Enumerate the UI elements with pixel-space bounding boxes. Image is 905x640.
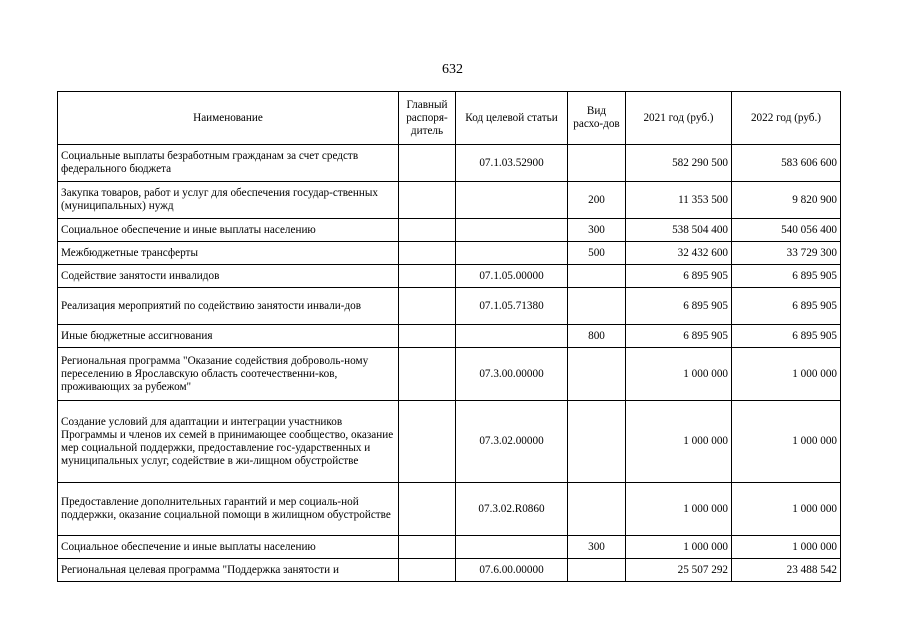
row-chief-manager: [399, 325, 456, 348]
table-row: [58, 145, 841, 182]
table-row: [58, 559, 841, 582]
row-amount-2021: 582 290 500: [626, 145, 732, 182]
row-target-code: 07.1.03.52900: [456, 145, 568, 182]
row-name: Иные бюджетные ассигнования: [58, 325, 399, 348]
table-row: [58, 288, 841, 325]
row-amount-2022: 33 729 300: [732, 242, 841, 265]
row-chief-manager: [399, 219, 456, 242]
row-amount-2022: 1 000 000: [732, 348, 841, 401]
row-amount-2021: 538 504 400: [626, 219, 732, 242]
row-name: Социальное обеспечение и иные выплаты населению: [58, 219, 399, 242]
row-amount-2021: 1 000 000: [626, 401, 732, 483]
table-body: [58, 145, 841, 582]
row-target-code: [456, 219, 568, 242]
row-name: Региональная целевая программа "Поддержка занятости и: [58, 559, 399, 582]
row-amount-2022: 1 000 000: [732, 536, 841, 559]
row-expense-type: [568, 348, 626, 401]
row-chief-manager: [399, 145, 456, 182]
row-expense-type: [568, 145, 626, 182]
row-expense-type: 500: [568, 242, 626, 265]
table-row: [58, 242, 841, 265]
row-amount-2022: 23 488 542: [732, 559, 841, 582]
row-amount-2021: 6 895 905: [626, 325, 732, 348]
table-header: [58, 92, 841, 145]
row-target-code: [456, 536, 568, 559]
header-year-2021: 2021 год (руб.): [626, 92, 732, 145]
row-chief-manager: [399, 401, 456, 483]
row-target-code: 07.3.00.00000: [456, 348, 568, 401]
row-name: Социальное обеспечение и иные выплаты населению: [58, 536, 399, 559]
table-row: [58, 219, 841, 242]
table-row: [58, 182, 841, 219]
row-amount-2021: 1 000 000: [626, 348, 732, 401]
row-expense-type: 300: [568, 219, 626, 242]
row-target-code: [456, 182, 568, 219]
row-amount-2021: 25 507 292: [626, 559, 732, 582]
header-row: [58, 92, 841, 145]
row-expense-type: [568, 559, 626, 582]
row-chief-manager: [399, 242, 456, 265]
row-target-code: 07.3.02.00000: [456, 401, 568, 483]
row-chief-manager: [399, 288, 456, 325]
row-amount-2022: 6 895 905: [732, 325, 841, 348]
row-target-code: [456, 325, 568, 348]
row-name: Региональная программа "Оказание содействия доброволь-ному переселению в Ярославскую область соотечественни-ков, проживающих за рубежом": [58, 348, 399, 401]
row-chief-manager: [399, 265, 456, 288]
row-target-code: 07.3.02.R0860: [456, 483, 568, 536]
table-row: [58, 401, 841, 483]
row-amount-2022: 540 056 400: [732, 219, 841, 242]
page-number: 632: [442, 62, 463, 77]
row-target-code: 07.1.05.00000: [456, 265, 568, 288]
table-row: [58, 348, 841, 401]
row-amount-2021: 6 895 905: [626, 265, 732, 288]
row-amount-2021: 1 000 000: [626, 536, 732, 559]
row-expense-type: [568, 265, 626, 288]
table-row: [58, 483, 841, 536]
row-amount-2022: 6 895 905: [732, 265, 841, 288]
row-expense-type: [568, 483, 626, 536]
header-year-2022: 2022 год (руб.): [732, 92, 841, 145]
table-row: [58, 325, 841, 348]
row-expense-type: 800: [568, 325, 626, 348]
row-amount-2021: 1 000 000: [626, 483, 732, 536]
row-name: Реализация мероприятий по содействию занятости инвали-дов: [58, 288, 399, 325]
row-chief-manager: [399, 182, 456, 219]
table-row: [58, 536, 841, 559]
row-amount-2022: 9 820 900: [732, 182, 841, 219]
header-expense-type: Вид расхо-дов: [568, 92, 626, 145]
row-expense-type: [568, 288, 626, 325]
row-amount-2022: 6 895 905: [732, 288, 841, 325]
row-name: Закупка товаров, работ и услуг для обеспечения государ-ственных (муниципальных) нужд: [58, 182, 399, 219]
table-row: [58, 265, 841, 288]
row-name: Создание условий для адаптации и интеграции участников Программы и членов их семей в принимающее сообщество, оказание мер социальной поддержки, предоставление гос-ударственных и муниципальных услуг, содействие в жи-лищном обустройстве: [58, 401, 399, 483]
row-expense-type: 300: [568, 536, 626, 559]
row-chief-manager: [399, 483, 456, 536]
row-target-code: 07.1.05.71380: [456, 288, 568, 325]
header-target-code: Код целевой статьи: [456, 92, 568, 145]
row-name: Межбюджетные трансферты: [58, 242, 399, 265]
row-amount-2021: 11 353 500: [626, 182, 732, 219]
header-chief-manager: Главный распоря-дитель: [399, 92, 456, 145]
row-name: Социальные выплаты безработным гражданам за счет средств федерального бюджета: [58, 145, 399, 182]
row-chief-manager: [399, 348, 456, 401]
row-expense-type: 200: [568, 182, 626, 219]
row-name: Предоставление дополнительных гарантий и мер социаль-ной поддержки, оказание социальной помощи в жилищном обустройстве: [58, 483, 399, 536]
budget-table: [57, 91, 841, 582]
header-name: Наименование: [58, 92, 399, 145]
row-amount-2021: 6 895 905: [626, 288, 732, 325]
row-amount-2022: 1 000 000: [732, 401, 841, 483]
row-amount-2021: 32 432 600: [626, 242, 732, 265]
row-name: Содействие занятости инвалидов: [58, 265, 399, 288]
row-chief-manager: [399, 536, 456, 559]
row-chief-manager: [399, 559, 456, 582]
row-expense-type: [568, 401, 626, 483]
row-target-code: 07.6.00.00000: [456, 559, 568, 582]
row-target-code: [456, 242, 568, 265]
row-amount-2022: 1 000 000: [732, 483, 841, 536]
row-amount-2022: 583 606 600: [732, 145, 841, 182]
